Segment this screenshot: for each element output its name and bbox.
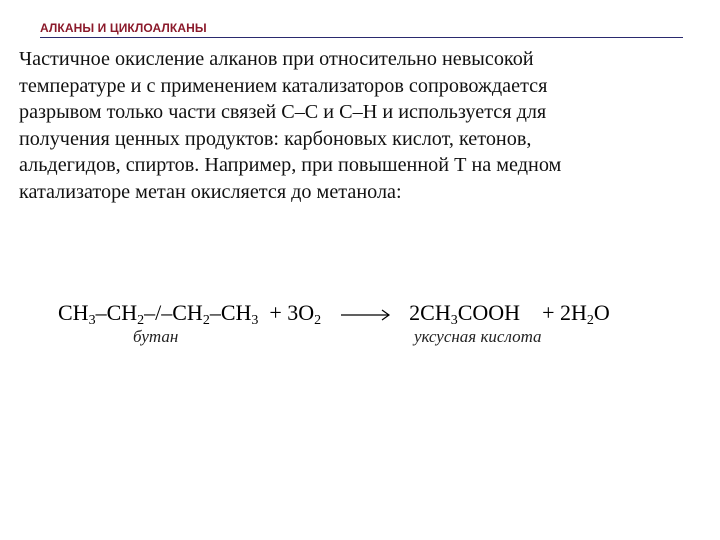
- body-line: катализаторе метан окисляется до метанола:: [19, 180, 402, 203]
- label-butane: бутан: [133, 327, 179, 346]
- reaction-arrow-icon: [341, 308, 391, 322]
- body-line: Частичное окисление алканов при относительно невысокой: [19, 48, 534, 70]
- title-divider: [40, 37, 683, 38]
- slide-title: АЛКАНЫ И ЦИКЛОАЛКАНЫ: [40, 21, 207, 35]
- label-acetic-acid: уксусная кислота: [414, 327, 542, 346]
- reactant-oxygen: + $3O_2$: [263, 300, 322, 328]
- body-line: получения ценных продуктов: карбоновых кислот, кетонов,: [19, 127, 532, 150]
- product-water: + $2H_2O$: [542, 300, 610, 328]
- body-line: альдегидов, спиртов. Например, при повышенной Т на медном: [19, 154, 562, 176]
- body-paragraph: [19, 46, 709, 205]
- reaction-equation: [58, 299, 610, 329]
- bond-break-mark: –/–: [144, 300, 173, 325]
- body-line: температуре и с применением катализаторов сопровождается: [19, 74, 548, 97]
- product-acetic-acid: $2CH_3COOH$: [409, 300, 521, 328]
- body-line: разрывом только части связей С–С и С–Н и используется для: [19, 101, 547, 123]
- reactant-butane: $CH_3-CH_2-/-CH_2-CH_3$: [58, 300, 259, 328]
